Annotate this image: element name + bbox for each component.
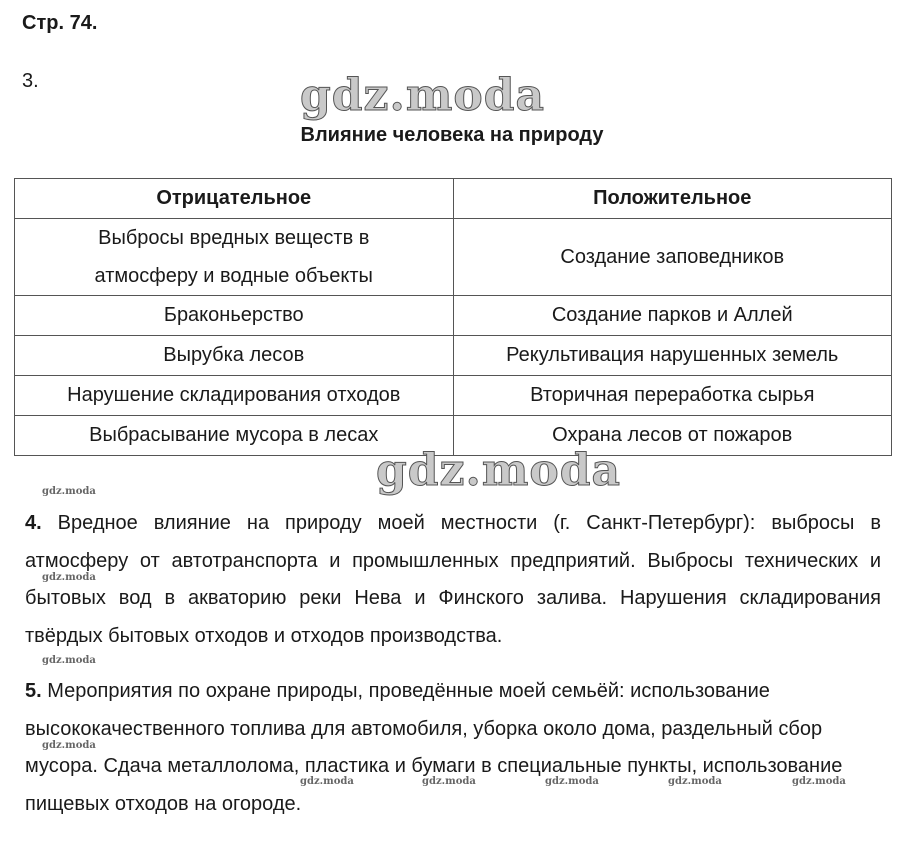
table-row: [15, 376, 892, 416]
column-header-positive: Положительное: [453, 179, 892, 219]
table-cell-negative: Вырубка лесов: [15, 336, 454, 376]
page-reference: Стр. 74.: [22, 12, 98, 34]
watermark-small: gdz.moda: [422, 776, 476, 787]
task-number: 3.: [22, 70, 39, 92]
watermark-small: gdz.moda: [42, 655, 96, 666]
watermark-small: gdz.moda: [545, 776, 599, 787]
impact-table: [14, 178, 892, 456]
column-header-negative: Отрицательное: [15, 179, 454, 219]
table-row: [15, 336, 892, 376]
watermark-small: gdz.moda: [42, 740, 96, 751]
table-row: [15, 219, 892, 296]
table-cell-negative: Выбросы вредных веществ в атмосферу и водные объекты: [15, 219, 454, 296]
table-cell-positive: Вторичная переработка сырья: [453, 376, 892, 416]
watermark-small: gdz.moda: [668, 776, 722, 787]
table-cell-positive: Создание заповедников: [453, 219, 892, 296]
table-cell-positive: Создание парков и Аллей: [453, 296, 892, 336]
answer-text-4: Вредное влияние на природу моей местности (г. Санкт-Петербург): выбросы в атмосферу от автотранспорта и промышленных предприятий. Выбросы технических и бытовых вод в акваторию реки Нева и Финского залива. Нарушения складирования твёрдых бытовых отходов и отходов производства.: [25, 512, 882, 647]
table-cell-negative: Нарушение складирования отходов: [15, 376, 454, 416]
watermark-small: gdz.moda: [42, 572, 96, 583]
answer-text-5: Мероприятия по охране природы, проведённые моей семьёй: использование высококачественного топлива для автомобиля, уборка около дома, раздельный сбор мусора. Сдача металлолома, пластика и бумаги в специальные пункты, использование пищевых отходов на огороде.: [25, 680, 843, 815]
watermark-small: gdz.moda: [42, 486, 96, 497]
table-cell-positive: Охрана лесов от пожаров: [453, 416, 892, 456]
answer-paragraph-4: [25, 505, 881, 655]
watermark-logo: gdz.moda: [300, 70, 546, 121]
table-header-row: [15, 179, 892, 219]
table-cell-positive: Рекультивация нарушенных земель: [453, 336, 892, 376]
answer-paragraph-5: [25, 673, 881, 823]
table-row: [15, 296, 892, 336]
watermark-small: gdz.moda: [300, 776, 354, 787]
table-cell-negative: Браконьерство: [15, 296, 454, 336]
table-title: Влияние человека на природу: [300, 124, 604, 146]
watermark-logo: gdz.moda: [376, 445, 622, 496]
table-cell-negative: Выбрасывание мусора в лесах: [15, 416, 454, 456]
watermark-small: gdz.moda: [792, 776, 846, 787]
answer-number-4: 4.: [25, 512, 42, 534]
answer-number-5: 5.: [25, 680, 42, 702]
